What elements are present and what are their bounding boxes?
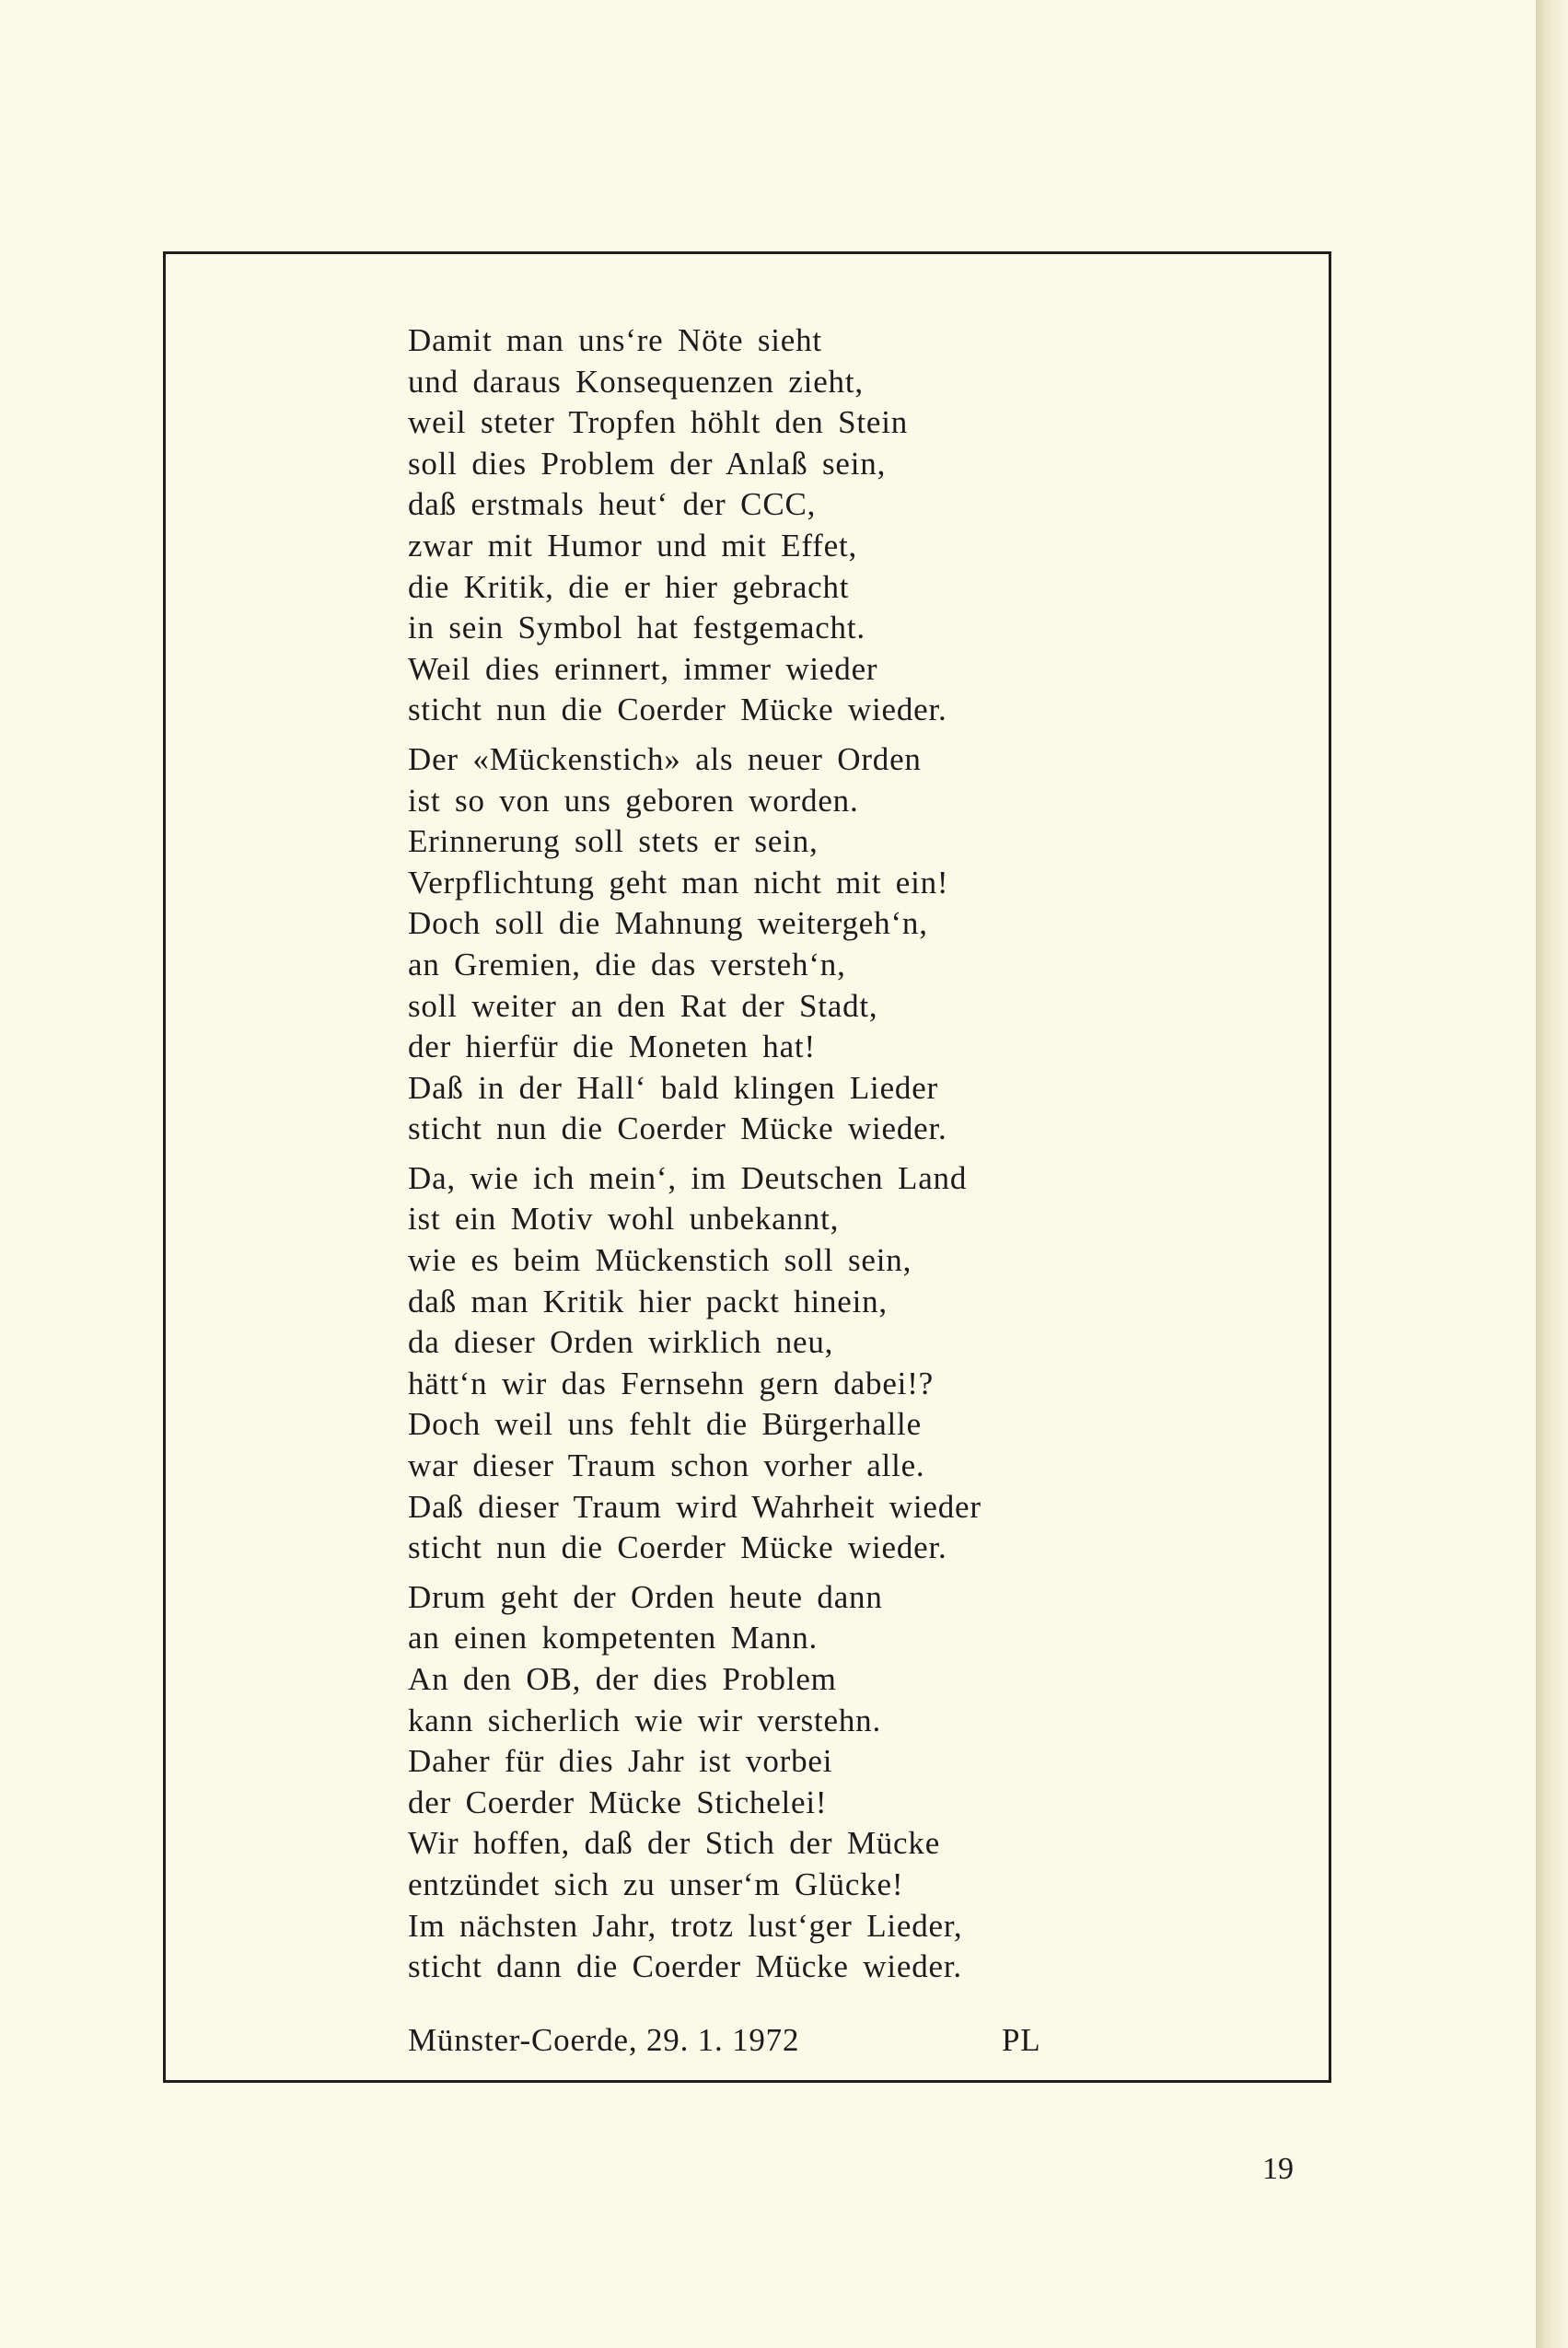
poem-line: sticht nun die Coerder Mücke wieder.: [408, 1110, 947, 1147]
poem-line: hätt‘n wir das Fernsehn gern dabei!?: [408, 1365, 934, 1401]
poem-line: entzündet sich zu unser‘m Glücke!: [408, 1866, 904, 1902]
poem-line: sticht nun die Coerder Mücke wieder.: [408, 692, 947, 728]
poem-line: soll weiter an den Rat der Stadt,: [408, 987, 878, 1024]
poem-line: Wir hoffen, daß der Stich der Mücke: [408, 1825, 941, 1862]
poem-line: Damit man uns‘re Nöte sieht: [408, 322, 822, 358]
poem-line: ist so von uns geboren worden.: [408, 782, 859, 819]
stanza-3: [408, 1158, 1071, 1569]
poem-line: und daraus Konsequenzen zieht,: [408, 363, 864, 400]
poem-line: daß man Kritik hier packt hinein,: [408, 1283, 888, 1319]
poem-line: der hierfür die Moneten hat!: [408, 1029, 816, 1065]
poem-line: Daß in der Hall‘ bald klingen Lieder: [408, 1069, 939, 1106]
stanza-1: [408, 320, 1071, 731]
poem-line: soll dies Problem der Anlaß sein,: [408, 445, 887, 482]
poem-line: zwar mit Humor und mit Effet,: [408, 527, 858, 564]
poem-line: Erinnerung soll stets er sein,: [408, 823, 819, 860]
poem-line: in sein Symbol hat festgemacht.: [408, 610, 865, 646]
poem-line: ist ein Motiv wohl unbekannt,: [408, 1201, 840, 1238]
poem-line: Der «Mückenstich» als neuer Orden: [408, 740, 922, 777]
author-initials: PL: [1002, 2022, 1041, 2058]
poem-line: wie es beim Mückenstich soll sein,: [408, 1242, 912, 1279]
poem-line: Drum geht der Orden heute dann: [408, 1578, 883, 1615]
stanza-4: [408, 1577, 1071, 1988]
poem-line: war dieser Traum schon vorher alle.: [408, 1447, 925, 1484]
poem-line: Doch weil uns fehlt die Bürgerhalle: [408, 1406, 922, 1443]
poem-line: da dieser Orden wirklich neu,: [408, 1324, 834, 1361]
poem-line: Weil dies erinnert, immer wieder: [408, 650, 878, 687]
poem-line: sticht dann die Coerder Mücke wieder.: [408, 1948, 962, 1985]
poem-line: weil steter Tropfen höhlt den Stein: [408, 404, 909, 441]
page-edge: [1536, 0, 1568, 2348]
poem-line: Verpflichtung geht man nicht mit ein!: [408, 864, 949, 901]
poem-line: die Kritik, die er hier gebracht: [408, 568, 850, 605]
poem-line: Daher für dies Jahr ist vorbei: [408, 1743, 833, 1780]
poem-line: Daß dieser Traum wird Wahrheit wieder: [408, 1488, 981, 1525]
poem-line: Doch soll die Mahnung weitergeh‘n,: [408, 905, 928, 942]
poem-line: Da, wie ich mein‘, im Deutschen Land: [408, 1159, 968, 1196]
poem-line: An den OB, der dies Problem: [408, 1661, 837, 1697]
signature-line: [408, 2022, 1052, 2059]
poem-line: der Coerder Mücke Stichelei!: [408, 1784, 828, 1820]
poem-line: an Gremien, die das versteh‘n,: [408, 946, 846, 982]
poem-line: kann sicherlich wie wir verstehn.: [408, 1702, 881, 1738]
poem: [408, 320, 1071, 1996]
page-number: 19: [1262, 2152, 1294, 2186]
stanza-2: [408, 739, 1071, 1150]
poem-line: daß erstmals heut‘ der CCC,: [408, 486, 817, 523]
poem-line: Im nächsten Jahr, trotz lust‘ger Lieder,: [408, 1907, 963, 1944]
place-date: Münster-Coerde, 29. 1. 1972: [408, 2022, 800, 2058]
poem-line: an einen kompetenten Mann.: [408, 1620, 819, 1656]
poem-line: sticht nun die Coerder Mücke wieder.: [408, 1529, 947, 1566]
